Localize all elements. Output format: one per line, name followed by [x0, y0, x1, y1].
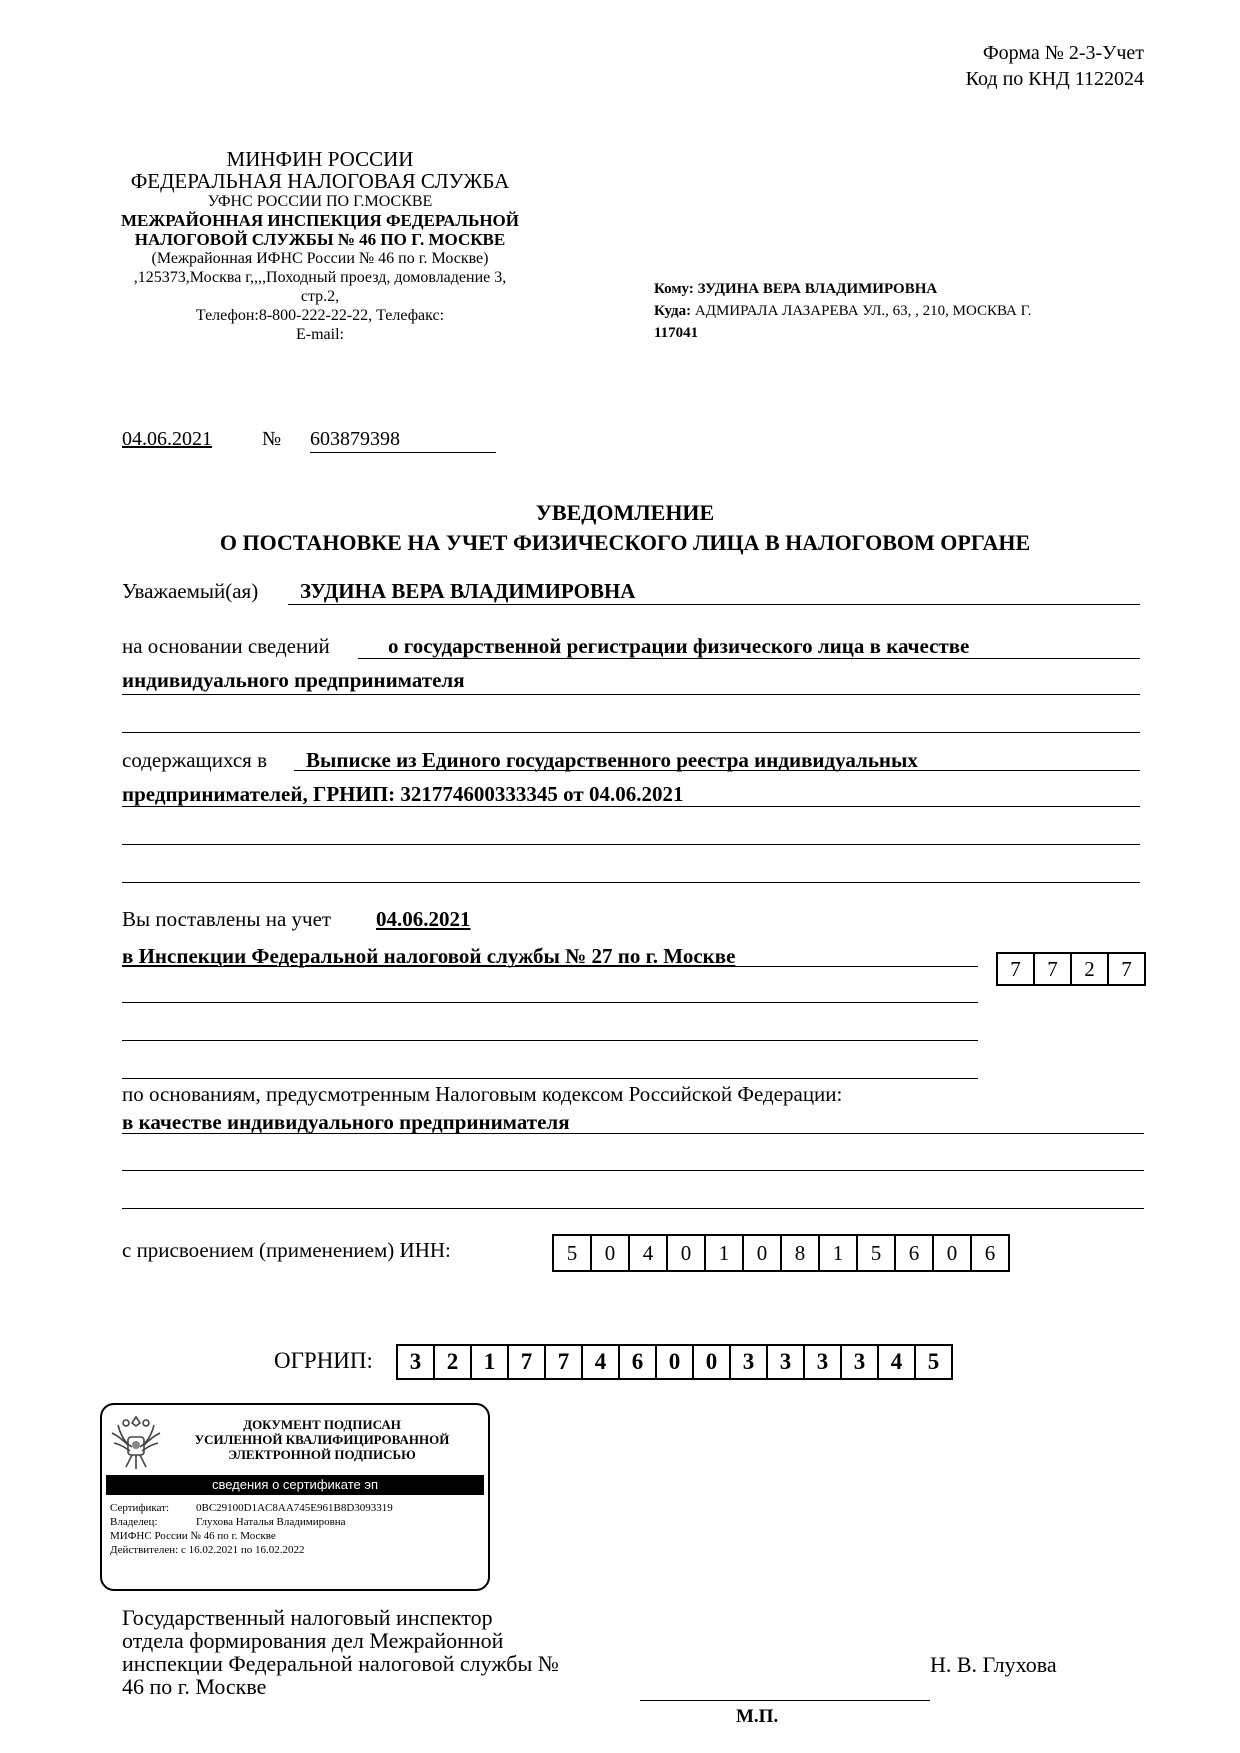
ogrnip-digit: 3: [398, 1346, 435, 1378]
ogrnip-digit: 5: [916, 1346, 953, 1378]
basis-value-line1: о государственной регистрации физического лица в качестве: [388, 634, 970, 658]
ogrnip-digit: 0: [694, 1346, 731, 1378]
inn-digit: 0: [592, 1236, 630, 1270]
e-signature-stamp: [100, 1403, 490, 1591]
stamp-org: МИФНС России № 46 по г. Москве: [110, 1530, 276, 1542]
authority-inspection-line2: НАЛОГОВОЙ СЛУЖБЫ № 46 ПО Г. МОСКВЕ: [134, 230, 506, 249]
registered-label: Вы поставлены на учет: [122, 907, 332, 931]
inspection-code-digit: 7: [998, 954, 1035, 984]
ogrnip-digit: 2: [435, 1346, 472, 1378]
recipient-address-label: Куда:: [654, 303, 692, 319]
inn-digit: 1: [820, 1236, 858, 1270]
inspector-title: [122, 1606, 559, 1698]
inspection-code-digit: 7: [1109, 954, 1146, 984]
stamp-heading-line2: УСИЛЕННОЙ КВАЛИФИЦИРОВАННОЙ: [194, 1432, 450, 1447]
authority-block: [90, 148, 550, 344]
stamp-valid-value: с 16.02.2021 по 16.02.2022: [180, 1544, 305, 1556]
stamp-heading-line1: ДОКУМЕНТ ПОДПИСАН: [243, 1417, 401, 1432]
basis-value-line2: индивидуального предпринимателя: [122, 668, 465, 692]
inspector-title-line3: инспекции Федеральной налоговой службы №: [122, 1651, 559, 1676]
coat-of-arms-icon: [108, 1411, 164, 1475]
basis-underline-1: [358, 658, 1140, 659]
ogrnip-label: ОГРНИП:: [274, 1348, 373, 1373]
contained-underline-1: [294, 770, 1140, 771]
ogrnip-digit: 4: [583, 1346, 620, 1378]
greeting-label: Уважаемый(ая): [122, 579, 259, 603]
inspection-code-digit: 2: [1072, 954, 1109, 984]
basis-underline-2: [122, 694, 1140, 695]
inn-digit: 4: [630, 1236, 668, 1270]
notice-title: [100, 498, 1150, 558]
inn-digit: 5: [554, 1236, 592, 1270]
basis-underline-3: [122, 732, 1140, 733]
knd-code: Код по КНД 1122024: [965, 68, 1144, 90]
recipient-name: ЗУДИНА ВЕРА ВЛАДИМИРОВНА: [697, 281, 938, 297]
inspector-name: Н. В. Глухова: [930, 1652, 1057, 1677]
inspection-underline-3: [122, 1040, 978, 1041]
contained-value-line1: Выписке из Единого государственного реестра индивидуальных: [306, 748, 918, 772]
authority-address-building: стр.2,: [300, 288, 340, 305]
stamp-valid-label: Действителен:: [110, 1544, 179, 1556]
ogrnip-digit: 7: [546, 1346, 583, 1378]
inn-digit: 6: [896, 1236, 934, 1270]
inn-digit: 5: [858, 1236, 896, 1270]
ogrnip-digit: 6: [620, 1346, 657, 1378]
authority-ministry: МИНФИН РОССИИ: [226, 147, 414, 171]
grounds-label: по основаниям, предусмотренным Налоговым кодексом Российской Федерации:: [122, 1082, 843, 1106]
inspector-title-line4: 46 по г. Москве: [122, 1674, 267, 1699]
inspection-underline-4: [122, 1078, 978, 1079]
inspection-underline-1: [122, 966, 978, 967]
inn-label: с присвоением (применением) ИНН:: [122, 1238, 451, 1262]
signature-line: [640, 1700, 930, 1701]
greeting-name: ЗУДИНА ВЕРА ВЛАДИМИРОВНА: [300, 579, 636, 603]
grounds-underline-2: [122, 1170, 1144, 1171]
inspector-title-line1: Государственный налоговый инспектор: [122, 1605, 493, 1630]
ogrnip-digit: 3: [731, 1346, 768, 1378]
authority-phone: Телефон:8-800-222-22-22, Телефакс:: [195, 307, 445, 324]
form-header: [966, 40, 1144, 92]
inspection-name: в Инспекции Федеральной налоговой службы № 27 по г. Москве: [122, 944, 736, 968]
recipient-block: [654, 278, 1031, 344]
doc-number-underline: [310, 452, 496, 453]
inspection-code-digit: 7: [1035, 954, 1072, 984]
form-number: Форма № 2-3-Учет: [982, 42, 1144, 64]
ogrnip-digit: 7: [509, 1346, 546, 1378]
recipient-zip: 117041: [654, 325, 699, 341]
grounds-underline-1: [122, 1133, 1144, 1134]
ogrnip-digit: 3: [768, 1346, 805, 1378]
contained-value-line2: предпринимателей, ГРНИП: 321774600333345 от 04.06.2021: [122, 782, 684, 806]
notice-title-line2: О ПОСТАНОВКЕ НА УЧЕТ ФИЗИЧЕСКОГО ЛИЦА В НАЛОГОВОМ ОРГАНЕ: [219, 530, 1031, 555]
ogrnip-digit: 3: [842, 1346, 879, 1378]
authority-short-name: (Межрайонная ИФНС России № 46 по г. Москве): [151, 250, 489, 267]
authority-service: ФЕДЕРАЛЬНАЯ НАЛОГОВАЯ СЛУЖБА: [130, 169, 510, 193]
authority-address: ,125373,Москва г,,,,Походный проезд, домовладение 3,: [133, 269, 507, 286]
doc-date: 04.06.2021: [122, 428, 212, 450]
ogrnip-digit: 4: [879, 1346, 916, 1378]
inn-digit: 8: [782, 1236, 820, 1270]
ogrnip-digit: 1: [472, 1346, 509, 1378]
authority-ufns: УФНС РОССИИ ПО Г.МОСКВЕ: [207, 193, 433, 210]
contained-underline-4: [122, 882, 1140, 883]
inn-digit: 1: [706, 1236, 744, 1270]
notice-title-line1: УВЕДОМЛЕНИЕ: [535, 500, 715, 525]
inn-cells: [552, 1234, 1010, 1272]
inn-digit: 0: [744, 1236, 782, 1270]
inspection-underline-2: [122, 1002, 978, 1003]
greeting-underline: [288, 604, 1140, 605]
grounds-underline-3: [122, 1208, 1144, 1209]
recipient-address: АДМИРАЛА ЛАЗАРЕВА УЛ., 63, , 210, МОСКВА Г.: [694, 303, 1032, 319]
authority-email: E-mail:: [296, 326, 344, 343]
stamp-owner-label: Владелец:: [110, 1516, 158, 1528]
authority-inspection-line1: МЕЖРАЙОННАЯ ИНСПЕКЦИЯ ФЕДЕРАЛЬНОЙ: [121, 211, 519, 230]
recipient-to-label: Кому:: [654, 281, 694, 297]
stamp-cert-label: Сертификат:: [110, 1502, 170, 1514]
contained-underline-2: [122, 806, 1140, 807]
inn-digit: 0: [668, 1236, 706, 1270]
grounds-value: в качестве индивидуального предпринимателя: [122, 1110, 570, 1134]
stamp-cert-details: [110, 1501, 393, 1557]
inspection-code-cells: [996, 952, 1146, 986]
seal-mark: М.П.: [736, 1706, 779, 1727]
contained-label: содержащихся в: [122, 748, 268, 772]
stamp-heading: [160, 1417, 484, 1462]
basis-label: на основании сведений: [122, 634, 330, 658]
ogrnip-cells: [396, 1344, 953, 1380]
inn-digit: 0: [934, 1236, 972, 1270]
stamp-heading-line3: ЭЛЕКТРОННОЙ ПОДПИСЬЮ: [228, 1447, 416, 1462]
doc-number-label: №: [262, 428, 282, 450]
inn-digit: 6: [972, 1236, 1010, 1270]
contained-underline-3: [122, 844, 1140, 845]
inspector-title-line2: отдела формирования дел Межрайонной: [122, 1628, 504, 1653]
ogrnip-digit: 0: [657, 1346, 694, 1378]
doc-number: 603879398: [310, 428, 400, 450]
stamp-cert-bar: сведения о сертификате эп: [106, 1475, 484, 1495]
registered-date: 04.06.2021: [376, 907, 471, 931]
stamp-cert-value: 0BC29100D1AC8AA745E961B8D3093319: [196, 1502, 393, 1514]
stamp-owner-value: Глухова Наталья Владимировна: [196, 1516, 346, 1528]
ogrnip-digit: 3: [805, 1346, 842, 1378]
